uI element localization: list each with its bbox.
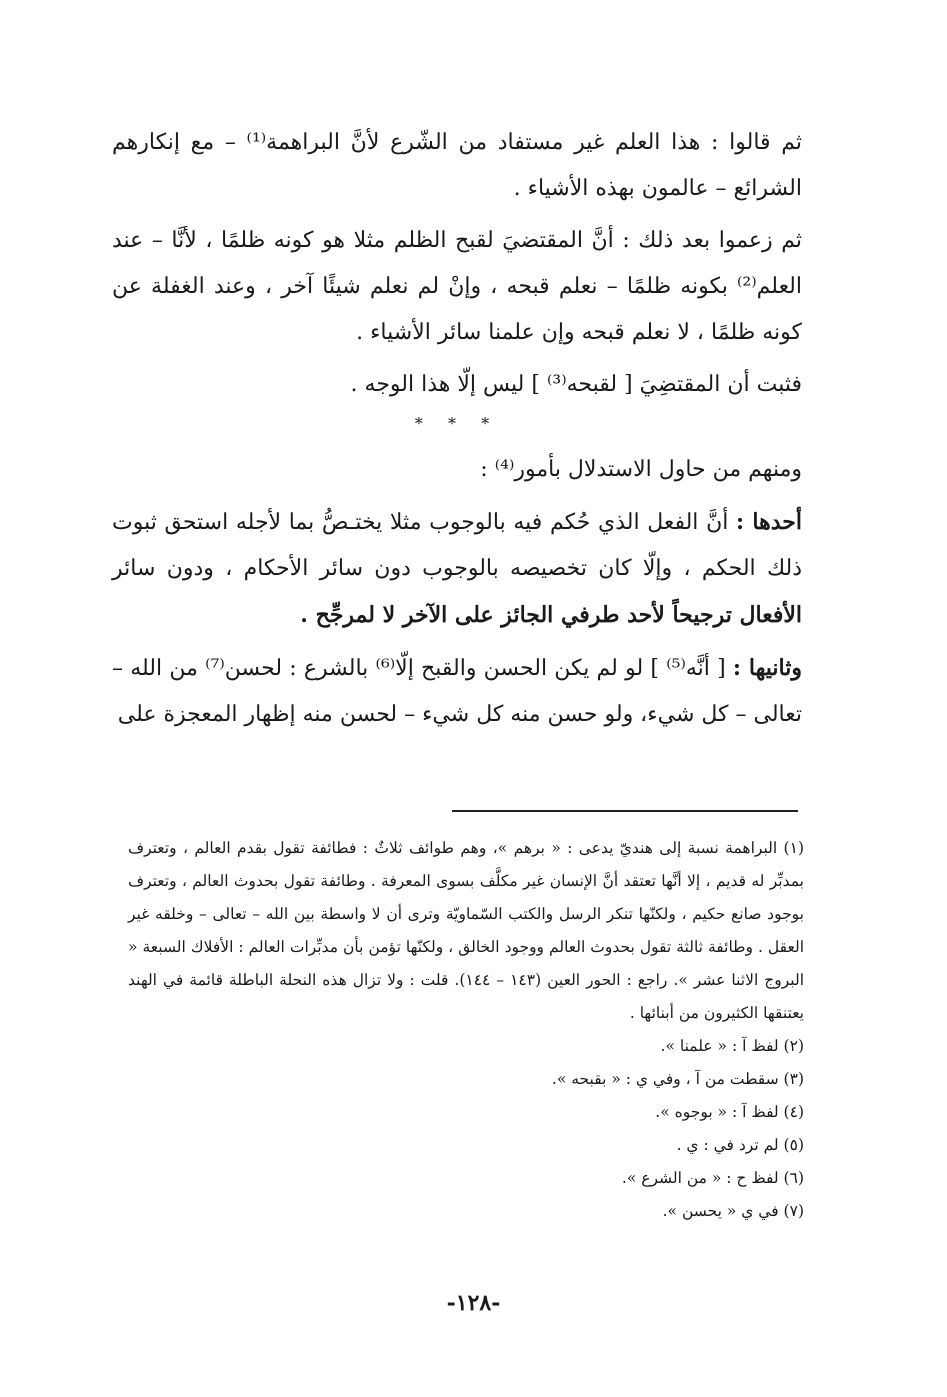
paragraph-intro: ومنهم من حاول الاستدلال بأمور⁽⁴⁾ : (480, 457, 802, 482)
footnotes (128, 832, 804, 1228)
main-text (112, 120, 802, 744)
paragraph-1: ثم قالوا : هذا العلم غير مستفاد من الشّرع لأنَّ البراهمة⁽¹⁾ – مع إنكارهم الشرائع – عالمون بهذه الأشياء . (112, 130, 802, 201)
first-argument-term: أحدها : (735, 509, 802, 535)
footnote-6: (٦) لفظ ح : « من الشرع ». (621, 1169, 804, 1187)
first-argument-text: أنَّ الفعل الذي حُكم فيه بالوجوب مثلا يختـصُّ بما لأجله استحق ثبوت ذلك الحكم ، وإلّا كان تخصيصه بالوجوب دون سائر الأحكام ، ودون سائر (112, 510, 802, 581)
page-number: -١٢٨- (446, 1290, 501, 1316)
footnote-7: (٧) في ي « يحسن ». (662, 1202, 804, 1220)
footnote-1: (١) البراهمة نسبة إلى هنديّ يدعى : « برهم »، وهم طوائف ثلاثٌ : فطائفة تقول بقدم العالم ، وتعترف بمدبِّر له قديم ، إلا أنَّها تعتقد أنَّ الإنسان غير مكلَّف بسوى المعرفة . وطائفة تقول بحدوث العالم ، وتعترف بوجود صانع حكيم ، ولكنّها تنكر الرسل والكتب السّماويّة وترى أن لا واسطة بين الله – تعالى – وخلقه غير العقل . وطائفة ثالثة تقول بحدوث العالم ووجود الخالق ، ولكنّها تؤمن بأن مدبِّرات العالم : الأفلاك السبعة « البروج الاثنا عشر ». راجع : الحور العين (١٤٣ – ١٤٤). قلت : ولا تزال هذه النحلة الباطلة قائمة في الهند يعتنقها الكثيرون من أبنائها . (128, 839, 804, 1022)
footnote-2: (٢) لفظ آ : « علمنا ». (660, 1037, 804, 1055)
footnote-4: (٤) لفظ آ : « بوجوه ». (655, 1103, 804, 1121)
paragraph-2: ثم زعموا بعد ذلك : أنَّ المقتضيَ لقبح الظلم مثلا هو كونه ظلمًا ، لأنَّا – عند العلم⁽²⁾ بكونه ظلمًا – نعلم قبحه ، وإنْ لم نعلم شيئًا آخر ، وعند الغفلة عن كونه ظلمًا ، لا نعلم قبحه وإن علمنا سائر الأشياء . (112, 228, 802, 345)
footnote-5: (٥) لم ترد في : ي . (676, 1136, 804, 1154)
footnote-divider (452, 810, 798, 812)
paragraph-first-argument (112, 499, 802, 639)
paragraph-second-argument (112, 645, 802, 738)
paragraph-3: فثبت أن المقتضِيَ [ لقبحه⁽³⁾ ] ليس إلّا هذا الوجه . (350, 372, 802, 397)
footnote-3: (٣) سقطت من آ ، وفي ي : « بقبحه ». (551, 1070, 804, 1088)
second-argument-text: [ أنَّه⁽⁵⁾ ] لو لم يكن الحسن والقبح إلّا⁽⁶⁾ بالشرع : لحسن⁽⁷⁾ من الله – تعالى – كل شيء، ولو حسن منه كل شيء – لحسن منه إظهار المعجزة على (112, 656, 802, 727)
second-argument-term: وثانيها : (732, 655, 802, 681)
first-argument-bold-tail: الأفعال ترجيحاً لأحد طرفي الجائز على الآخر لا لمرجِّح . (300, 602, 802, 628)
section-separator: * * * (414, 414, 500, 433)
